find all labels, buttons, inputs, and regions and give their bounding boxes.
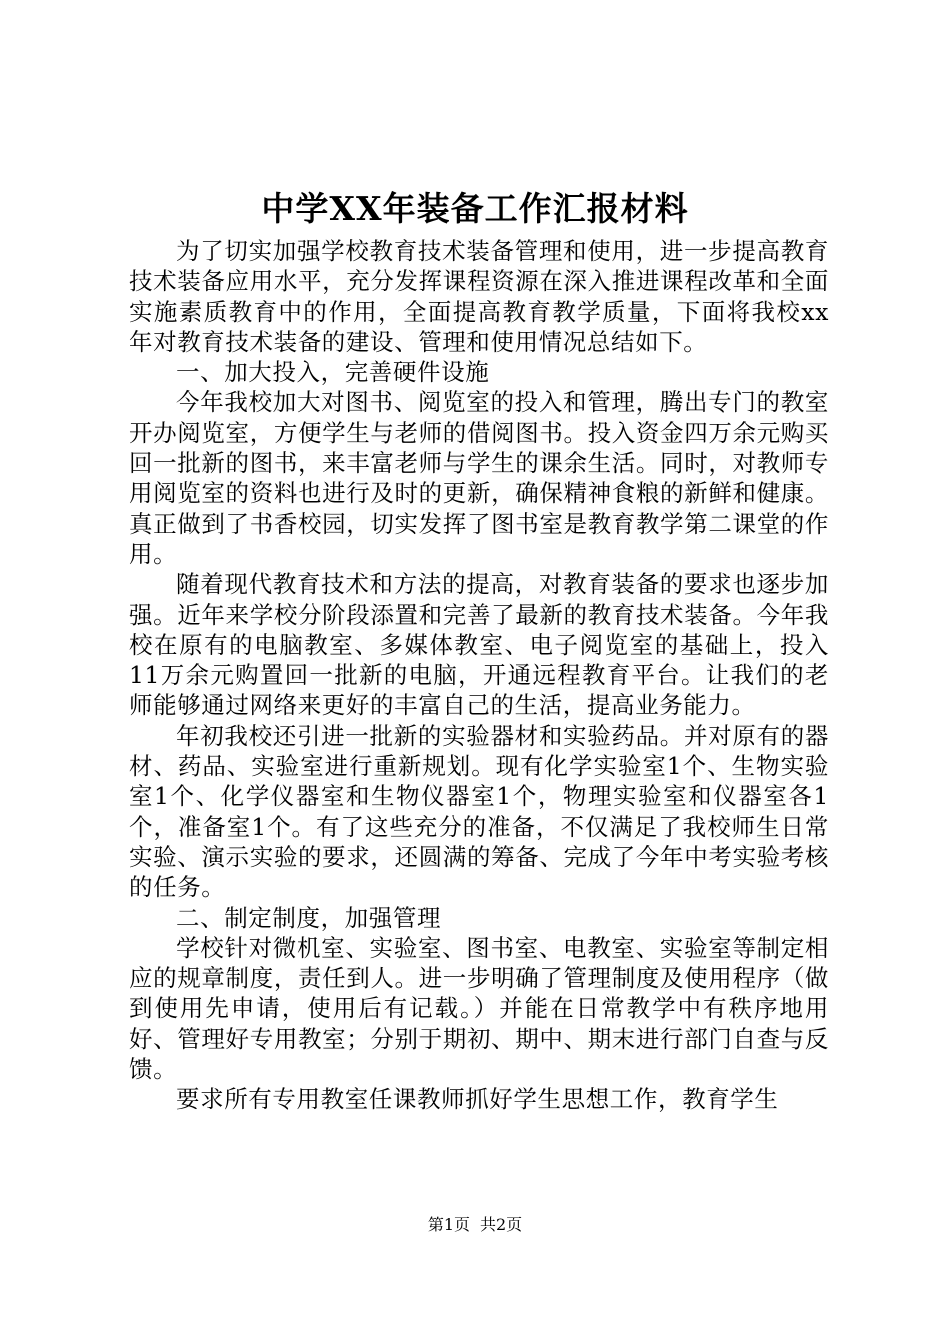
management-paragraph: 学校针对微机室、实验室、图书室、电教室、实验室等制定相应的规章制度，责任到人。进一步明确了管理制度及使用程序（做到使用先申请，使用后有记载。）并能在日常教学中有秩序地用好、管理好专用教室；分别于期初、期中、期末进行部门自查与反馈。 <box>129 933 829 1084</box>
laboratory-paragraph: 年初我校还引进一批新的实验器材和实验药品。并对原有的器材、药品、实验室进行重新规划。现有化学实验室1个、生物实验室1个、化学仪器室和生物仪器室1个，物理实验室和仪器室各1个，准备室1个。有了这些充分的准备，不仅满足了我校师生日常实验、演示实验的要求，还圆满的筹备、完成了今年中考实验考核的任务。 <box>129 721 829 902</box>
requirements-paragraph: 要求所有专用教室任课教师抓好学生思想工作，教育学生 <box>176 1085 779 1114</box>
document-title: 中学XX年装备工作汇报材料 <box>261 189 689 228</box>
page-total: 共2页 <box>480 1215 523 1234</box>
section-heading-2: 二、制定制度，加强管理 <box>176 903 442 932</box>
page-number: 第1页 <box>427 1215 470 1234</box>
section-heading-1: 一、加大投入，完善硬件设施 <box>176 358 490 387</box>
page-footer <box>0 1214 950 1236</box>
document-body <box>129 236 829 1115</box>
technology-paragraph: 随着现代教育技术和方法的提高，对教育装备的要求也逐步加强。近年来学校分阶段添置和完善了最新的教育技术装备。今年我校在原有的电脑教室、多媒体教室、电子阅览室的基础上，投入11万余元购置回一批新的电脑，开通远程教育平台。让我们的老师能够通过网络来更好的丰富自己的生活，提高业务能力。 <box>129 570 829 720</box>
intro-paragraph: 为了切实加强学校教育技术装备管理和使用，进一步提高教育技术装备应用水平，充分发挥课程资源在深入推进课程改革和全面实施素质教育中的作用，全面提高教育教学质量，下面将我校xx年对教育技术装备的建设、管理和使用情况总结如下。 <box>129 237 829 356</box>
library-paragraph: 今年我校加大对图书、阅览室的投入和管理，腾出专门的教室开办阅览室，方便学生与老师的借阅图书。投入资金四万余元购买回一批新的图书，来丰富老师与学生的课余生活。同时，对教师专用阅览室的资料也进行及时的更新，确保精神食粮的新鲜和健康。真正做到了书香校园，切实发挥了图书室是教育教学第二课堂的作用。 <box>129 388 829 568</box>
